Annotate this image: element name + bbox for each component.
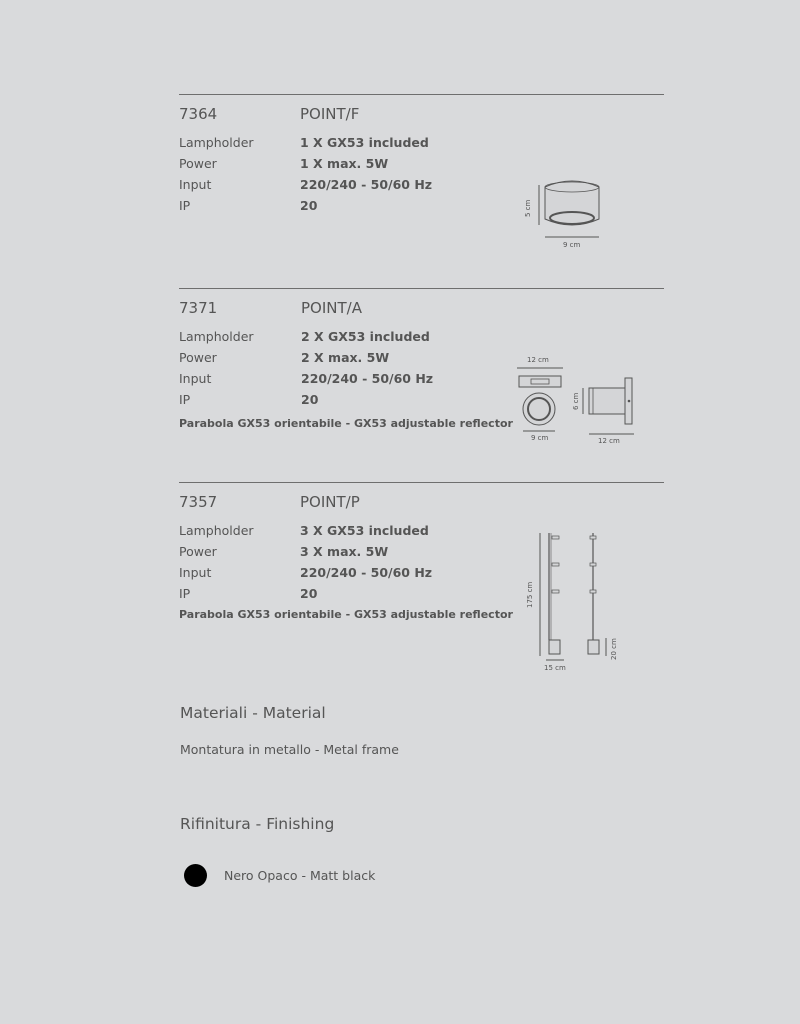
product-name: POINT/A bbox=[301, 299, 362, 317]
product-code: 7357 bbox=[179, 493, 218, 511]
dim-side-label: 12 cm bbox=[598, 437, 620, 445]
mount-plate bbox=[519, 376, 561, 387]
dim-top-label: 12 cm bbox=[527, 356, 549, 364]
spec-lampholder bbox=[179, 329, 664, 350]
spec-value: 3 X max. 5W bbox=[300, 544, 389, 559]
base-front bbox=[549, 640, 560, 654]
spec-label: Power bbox=[179, 544, 217, 559]
spot-front-2 bbox=[552, 563, 559, 566]
spot-front-1 bbox=[552, 536, 559, 539]
spec-value: 1 X max. 5W bbox=[300, 156, 389, 171]
product-note: Parabola GX53 orientabile - GX53 adjustable reflector bbox=[179, 417, 513, 430]
spec-value: 220/240 - 50/60 Hz bbox=[301, 371, 434, 386]
spec-value: 20 bbox=[301, 392, 319, 407]
spec-label: Input bbox=[179, 565, 212, 580]
spec-value: 2 X max. 5W bbox=[301, 350, 390, 365]
spec-value: 3 X GX53 included bbox=[300, 523, 429, 538]
spec-label: Input bbox=[179, 177, 212, 192]
spec-value: 220/240 - 50/60 Hz bbox=[300, 177, 433, 192]
spec-label: Input bbox=[179, 371, 212, 386]
spec-label: Power bbox=[179, 350, 217, 365]
spec-value: 220/240 - 50/60 Hz bbox=[300, 565, 433, 580]
product-code: 7371 bbox=[179, 299, 218, 317]
material-text: Montatura in metallo - Metal frame bbox=[180, 742, 399, 757]
spot-side-1 bbox=[590, 536, 596, 539]
spec-label: Lampholder bbox=[179, 329, 254, 344]
base-side bbox=[588, 640, 599, 654]
spec-label: Lampholder bbox=[179, 523, 254, 538]
spec-power bbox=[179, 156, 664, 177]
spec-lampholder bbox=[179, 135, 664, 156]
dim-width-label: 9 cm bbox=[563, 241, 581, 249]
spot-side-3 bbox=[590, 590, 596, 593]
drawing-7364 bbox=[515, 175, 615, 255]
spec-value: 20 bbox=[300, 198, 318, 213]
spec-value: 1 X GX53 included bbox=[300, 135, 429, 150]
dim-height-label: 5 cm bbox=[524, 199, 532, 217]
drawing-7371 bbox=[505, 352, 655, 452]
spot-front-3 bbox=[552, 590, 559, 593]
spec-label: IP bbox=[179, 392, 191, 407]
spec-label: IP bbox=[179, 586, 191, 601]
product-code: 7364 bbox=[179, 105, 218, 123]
color-swatch-matt-black bbox=[184, 864, 207, 887]
spec-label: IP bbox=[179, 198, 191, 213]
dim-base-label: 15 cm bbox=[544, 664, 566, 672]
lamp-body bbox=[545, 181, 599, 225]
spec-label: Lampholder bbox=[179, 135, 254, 150]
dim-height-label: 6 cm bbox=[572, 392, 580, 410]
drawing-7357 bbox=[518, 528, 628, 676]
dim-foot-label: 20 cm bbox=[610, 638, 618, 660]
spot-side-2 bbox=[590, 563, 596, 566]
spec-value: 20 bbox=[300, 586, 318, 601]
spec-value: 2 X GX53 included bbox=[301, 329, 430, 344]
finishing-title: Rifinitura - Finishing bbox=[180, 815, 335, 833]
product-note: Parabola GX53 orientabile - GX53 adjustable reflector bbox=[179, 608, 513, 621]
swatch-label: Nero Opaco - Matt black bbox=[224, 868, 376, 883]
lamp-side bbox=[589, 388, 625, 414]
material-title: Materiali - Material bbox=[180, 704, 326, 722]
product-name: POINT/F bbox=[300, 105, 360, 123]
dim-height-label: 175 cm bbox=[526, 581, 534, 608]
product-name: POINT/P bbox=[300, 493, 360, 511]
dim-front-label: 9 cm bbox=[531, 434, 549, 442]
wall-screw bbox=[628, 400, 631, 403]
spec-label: Power bbox=[179, 156, 217, 171]
